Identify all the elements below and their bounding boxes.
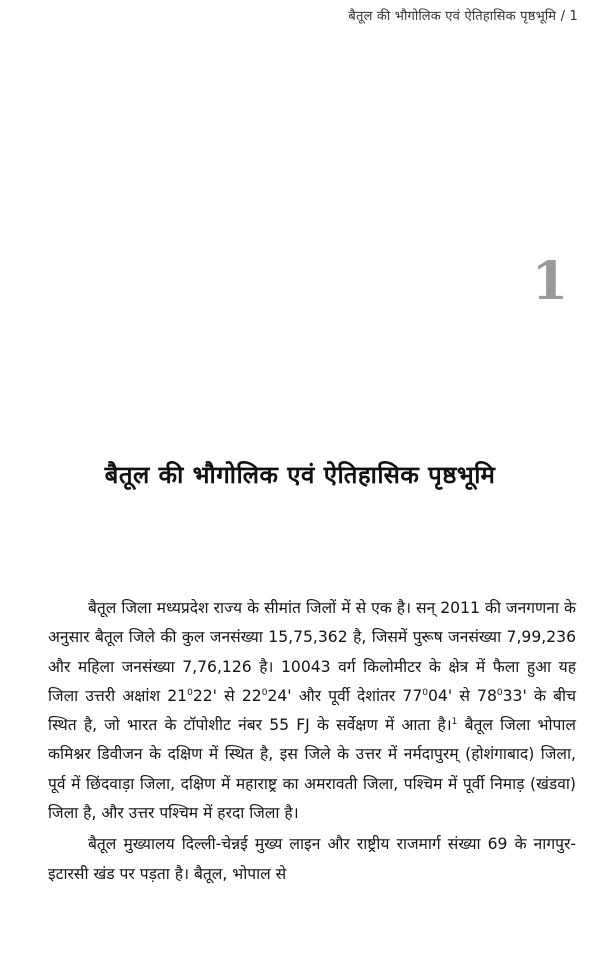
chapter-title: बैतूल की भौगोलिक एवं ऐतिहासिक पृष्ठभूमि (104, 461, 496, 489)
degree-mark: 0 (422, 687, 429, 698)
paragraph-1-text: 22' से 22 (192, 686, 262, 705)
chapter-number: 1 (531, 251, 568, 312)
paragraph-1-text: 33' के बीच स्थित है, जो भारत के टॉपोशीट नंबर 55 FJ के सर्वेक्षण में आता है। (48, 686, 576, 735)
paragraph-1-text: बैतूल जिला मध्यप्रदेश राज्य के सीमांत जिलों में से एक है। सन् 2011 की जनगणना के अनुसार बैतूल जिले की कुल जनसंख्या 15,75,362 है, जिसमें पुरूष जनसंख्या 7,99,236 और महिला जनसंख्या 7,76,126 है। 10043 वर्ग किलोमीटर के क्षेत्र में फैला हुआ यह जिला उत्तरी अक्षांश 21 (48, 599, 576, 705)
degree-mark: 0 (187, 687, 193, 698)
paragraph-1 (48, 594, 576, 828)
body-text (48, 594, 576, 891)
paragraph-1-text: 24' और पूर्वी देशांतर 77 (267, 686, 423, 705)
degree-mark: 0 (261, 687, 268, 698)
footnote-marker[interactable]: 1 (451, 717, 458, 727)
paragraph-1-text: 04' से 78 (428, 686, 497, 705)
paragraph-2: बैतूल मुख्यालय दिल्ली-चेन्नई मुख्य लाइन और राष्ट्रीय राजमार्ग संख्या 69 के नागपुर-इटारसी खंड पर पड़ता है। बैतूल, भोपाल से (48, 835, 576, 883)
degree-mark: 0 (496, 687, 503, 698)
running-header: बैतूल की भौगोलिक एवं ऐतिहासिक पृष्ठभूमि / 1 (348, 9, 578, 24)
paragraph-1-text: बैतूल जिला भोपाल कमिश्नर डिवीजन के दक्षिण में स्थित है, इस जिले के उत्तर में नर्मदापुरम् (होशंगाबाद) जिला, पूर्व में छिंदवाड़ा जिला, दक्षिण में महाराष्ट्र का अमरावती जिला, पश्चिम में पूर्वी निमाड़ (खंडवा) जिला है, और उत्तर पश्चिम में हरदा जिला है। (48, 716, 576, 823)
